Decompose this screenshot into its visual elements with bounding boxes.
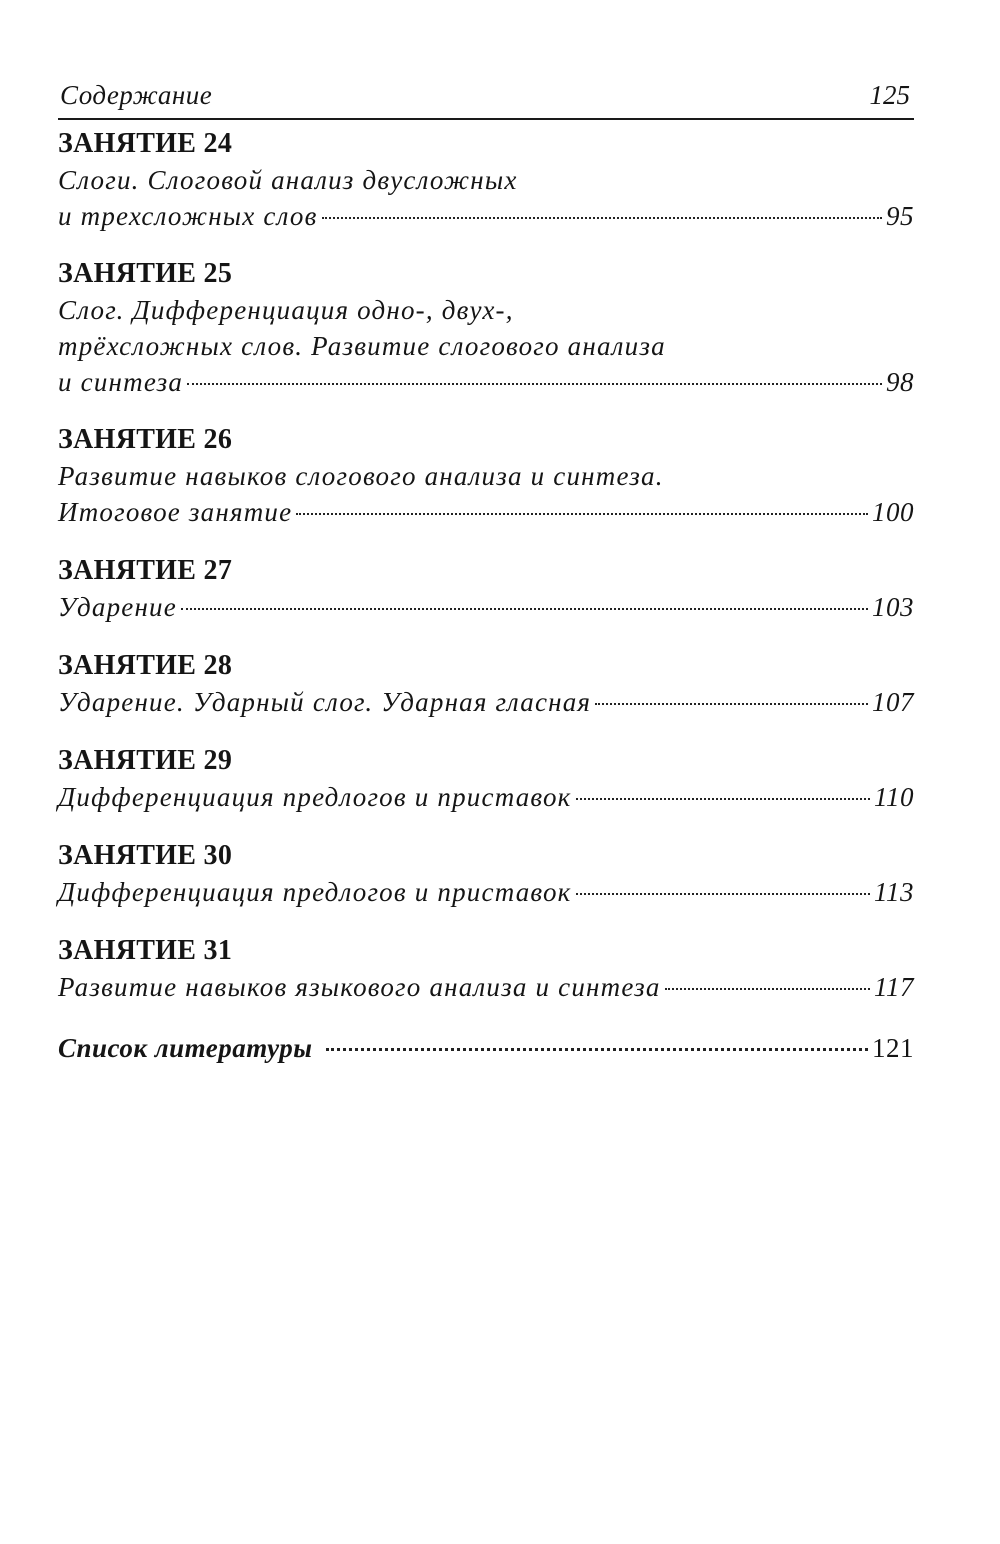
dot-leader [576, 798, 870, 800]
lesson-title-line: Развитие навыков слогового анализа и синтеза. [58, 461, 664, 491]
lesson-title-last-line [58, 198, 914, 234]
lesson-title-text: и трехсложных слов [58, 201, 318, 231]
page-number: 103 [872, 592, 914, 622]
toc-entry-lesson-25 [58, 256, 914, 400]
dot-leader [296, 513, 868, 515]
page-number: 107 [872, 687, 914, 717]
dot-leader [576, 893, 870, 895]
page-number: 98 [886, 367, 914, 397]
lesson-title-text: Ударение. Ударный слог. Ударная гласная [58, 687, 592, 717]
page-number: 121 [872, 1033, 914, 1063]
lesson-title-last-line [58, 589, 914, 625]
lesson-title-last-line [58, 684, 914, 720]
toc-entry-lesson-31 [58, 933, 914, 1005]
lesson-heading: ЗАНЯТИЕ 26 [58, 424, 233, 455]
lesson-title-last-line [58, 969, 914, 1005]
lesson-title-line: Слоги. Слоговой анализ двусложных [58, 165, 518, 195]
toc-entry-lesson-30 [58, 838, 914, 910]
lesson-title-text: Дифференциация предлогов и приставок [58, 877, 572, 907]
lesson-heading: ЗАНЯТИЕ 29 [58, 745, 233, 776]
dot-leader [665, 988, 870, 990]
lesson-heading: ЗАНЯТИЕ 24 [58, 128, 233, 159]
lesson-title-last-line [58, 494, 914, 530]
toc-entry-lesson-24 [58, 126, 914, 234]
lesson-heading: ЗАНЯТИЕ 27 [58, 555, 233, 586]
lesson-title-text: Развитие навыков языкового анализа и синтеза [58, 972, 661, 1002]
page-number: 100 [872, 497, 914, 527]
toc-entry-lesson-29 [58, 743, 914, 815]
lesson-title-text: и синтеза [58, 367, 184, 397]
lesson-title-text: Итоговое занятие [58, 497, 293, 527]
page-number: 95 [886, 201, 914, 231]
lesson-title-text: Дифференциация предлогов и приставок [58, 782, 572, 812]
lesson-title-last-line [58, 779, 914, 815]
lesson-heading: ЗАНЯТИЕ 31 [58, 935, 233, 966]
toc-entry-lesson-28 [58, 648, 914, 720]
toc-entry-lesson-26 [58, 422, 914, 530]
lesson-title-line: Слог. Дифференциация одно-, двух-, [58, 295, 514, 325]
dot-leader [181, 608, 868, 610]
lesson-title-line: трёхсложных слов. Развитие слогового анализа [58, 331, 666, 361]
lesson-title-text: Ударение [58, 592, 177, 622]
lesson-title-last-line [58, 364, 914, 400]
literature-label: Список литературы [58, 1033, 313, 1063]
dot-leader [326, 1048, 868, 1051]
running-header [58, 74, 914, 120]
lesson-heading: ЗАНЯТИЕ 28 [58, 650, 233, 681]
dot-leader [187, 383, 882, 385]
literature-line [58, 1030, 914, 1066]
page-number: 110 [874, 782, 914, 812]
toc-entry-lesson-27 [58, 553, 914, 625]
lesson-title-last-line [58, 874, 914, 910]
running-header-title: Содержание [60, 80, 213, 110]
running-header-page-number: 125 [869, 80, 910, 110]
lesson-heading: ЗАНЯТИЕ 25 [58, 258, 233, 289]
toc-entry-literature [58, 1030, 914, 1066]
page-number: 117 [874, 972, 914, 1002]
dot-leader [322, 217, 882, 219]
dot-leader [595, 703, 868, 705]
lesson-heading: ЗАНЯТИЕ 30 [58, 840, 233, 871]
page-number: 113 [874, 877, 914, 907]
